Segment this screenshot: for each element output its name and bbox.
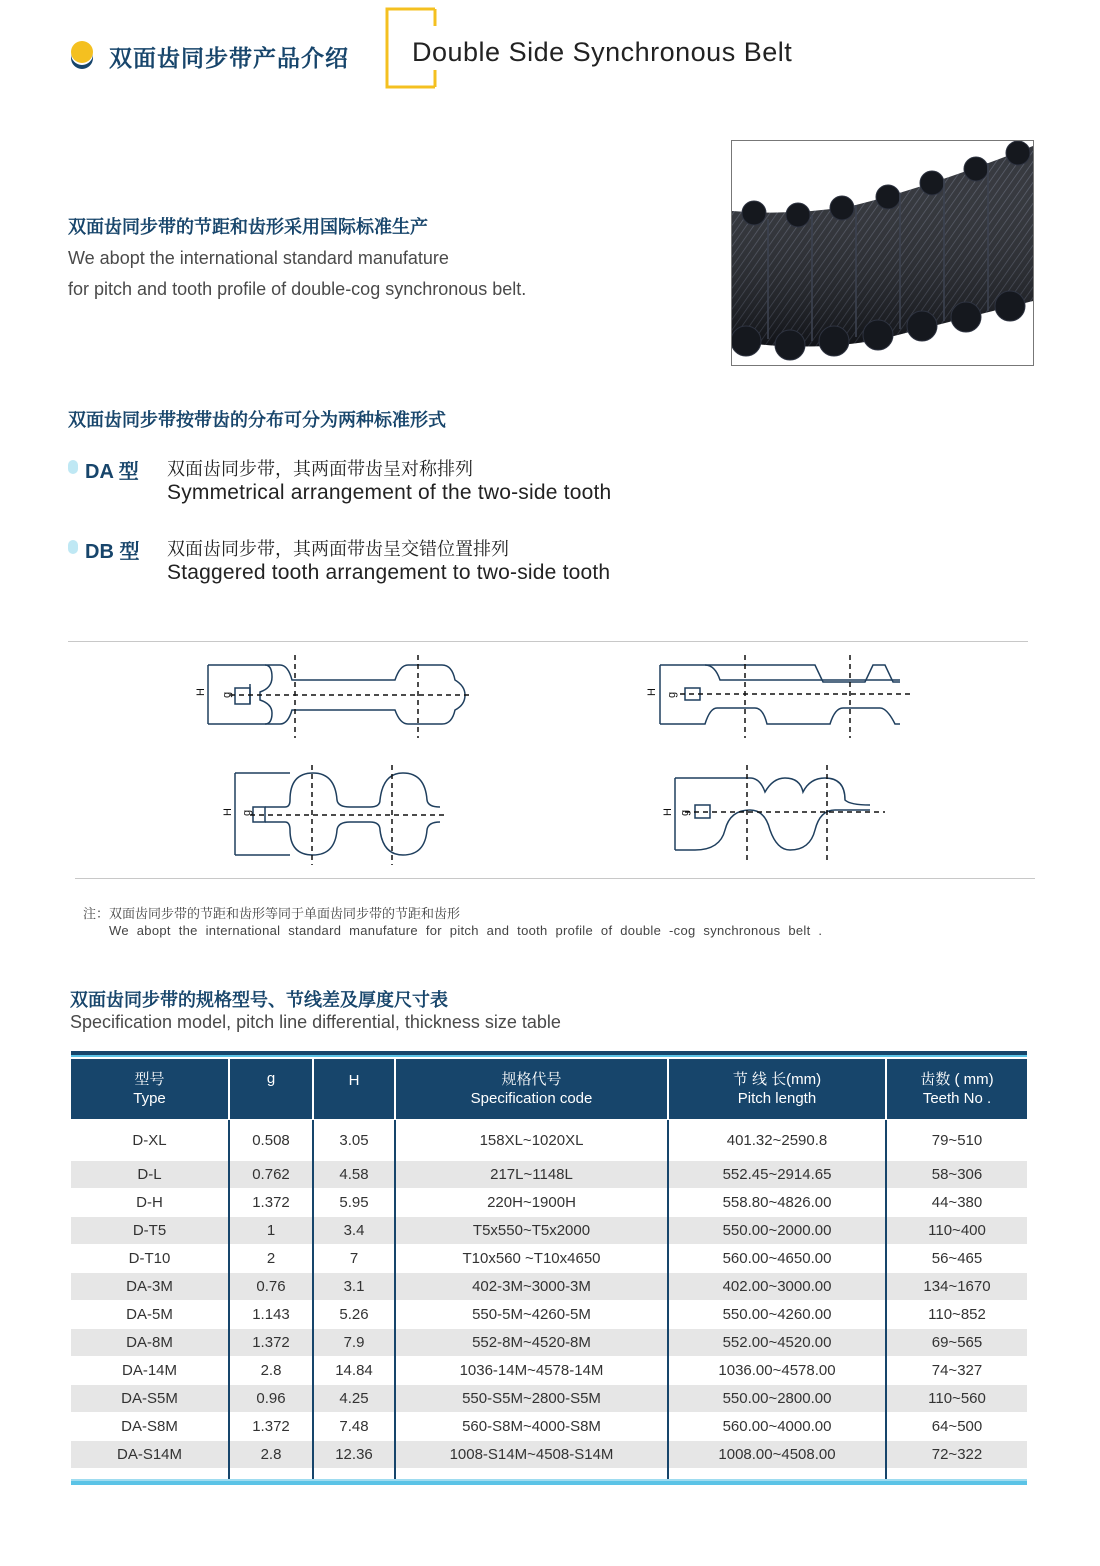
- table-row: [71, 1301, 1027, 1329]
- cell-pitch-length: 550.00~2800.00: [668, 1385, 886, 1413]
- bullet-dot-icon: [68, 460, 78, 474]
- cell-h: 14.84: [313, 1357, 395, 1385]
- cell-h: 4.58: [313, 1161, 395, 1189]
- cell-pitch-length: 402.00~3000.00: [668, 1273, 886, 1301]
- cell-teeth: 110~560: [886, 1385, 1027, 1413]
- table-row: [71, 1329, 1027, 1357]
- tooth-profile-diagrams: [180, 650, 940, 870]
- cell-type: D-T5: [71, 1217, 229, 1245]
- types-heading: 双面齿同步带按带齿的分布可分为两种标准形式: [68, 410, 446, 430]
- cell-type: DA-S5M: [71, 1385, 229, 1413]
- table-row: [71, 1441, 1027, 1469]
- cell-teeth: 134~1670: [886, 1273, 1027, 1301]
- cell-teeth: 69~565: [886, 1329, 1027, 1357]
- col-header-teeth: 齿数 ( mm) Teeth No .: [886, 1059, 1027, 1120]
- table-row: [71, 1413, 1027, 1441]
- spec-table-grid: [71, 1059, 1027, 1479]
- divider: [68, 641, 1028, 642]
- cell-spec-code: 402-3M~3000-3M: [395, 1273, 668, 1301]
- cell-g: 1.372: [229, 1413, 313, 1441]
- cell-pitch-length: 550.00~2000.00: [668, 1217, 886, 1245]
- col-header-h: H: [313, 1059, 395, 1120]
- cell-type: DA-14M: [71, 1357, 229, 1385]
- table-row: [71, 1245, 1027, 1273]
- cell-type: DA-8M: [71, 1329, 229, 1357]
- cell-h: 5.26: [313, 1301, 395, 1329]
- table-row: [71, 1189, 1027, 1217]
- bullet-dot-icon: [68, 540, 78, 554]
- diagram-label-h: H: [195, 688, 207, 696]
- cell-teeth: 72~322: [886, 1441, 1027, 1469]
- diagram-label-g: g: [679, 809, 691, 816]
- cell-g: 1.372: [229, 1189, 313, 1217]
- spacer-cell: [313, 1469, 395, 1480]
- cell-pitch-length: 552.45~2914.65: [668, 1161, 886, 1189]
- cell-h: 7.48: [313, 1413, 395, 1441]
- cell-type: DA-3M: [71, 1273, 229, 1301]
- table-row: [71, 1217, 1027, 1245]
- cell-spec-code: 217L~1148L: [395, 1161, 668, 1189]
- cell-h: 7: [313, 1245, 395, 1273]
- cell-spec-code: 1008-S14M~4508-S14M: [395, 1441, 668, 1469]
- cell-teeth: 56~465: [886, 1245, 1027, 1273]
- note-en: We abopt the international standard manufature for pitch and tooth profile of double -cog synchronous belt .: [109, 923, 823, 938]
- spec-heading-en: Specification model, pitch line differential, thickness size table: [70, 1012, 561, 1032]
- spacer-cell: [668, 1469, 886, 1480]
- cell-spec-code: 560-S8M~4000-S8M: [395, 1413, 668, 1441]
- cell-pitch-length: 401.32~2590.8: [668, 1120, 886, 1161]
- table-bottom-rule: [71, 1479, 1027, 1485]
- type-tag: DB 型: [85, 541, 140, 563]
- cell-h: 5.95: [313, 1189, 395, 1217]
- cell-spec-code: 552-8M~4520-8M: [395, 1329, 668, 1357]
- table-end-spacer: [71, 1469, 1027, 1480]
- bullet-icon: [70, 40, 94, 70]
- cell-type: DA-S14M: [71, 1441, 229, 1469]
- cell-spec-code: T10x560 ~T10x4650: [395, 1245, 668, 1273]
- spacer-cell: [229, 1469, 313, 1480]
- spacer-cell: [71, 1469, 229, 1480]
- diagram-label-h: H: [662, 808, 674, 816]
- cell-h: 4.25: [313, 1385, 395, 1413]
- diagram-label-h: H: [222, 808, 234, 816]
- intro-heading: 双面齿同步带的节距和齿形采用国际标准生产: [68, 217, 428, 237]
- col-header-type: 型号 Type: [71, 1059, 229, 1120]
- cell-pitch-length: 560.00~4650.00: [668, 1245, 886, 1273]
- cell-g: 2.8: [229, 1441, 313, 1469]
- cell-g: 0.762: [229, 1161, 313, 1189]
- belt-photo: [731, 140, 1034, 366]
- cell-pitch-length: 558.80~4826.00: [668, 1189, 886, 1217]
- cell-g: 1.372: [229, 1329, 313, 1357]
- table-row: [71, 1273, 1027, 1301]
- cell-teeth: 64~500: [886, 1413, 1027, 1441]
- cell-spec-code: 220H~1900H: [395, 1189, 668, 1217]
- page-title-cn: 双面齿同步带产品介绍: [109, 45, 349, 71]
- diagram-label-g: g: [666, 691, 678, 698]
- spacer-cell: [395, 1469, 668, 1480]
- cell-spec-code: 1036-14M~4578-14M: [395, 1357, 668, 1385]
- cell-g: 2.8: [229, 1357, 313, 1385]
- intro-line-2: for pitch and tooth profile of double-cog synchronous belt.: [68, 279, 527, 299]
- cell-type: DA-S8M: [71, 1413, 229, 1441]
- cell-h: 3.4: [313, 1217, 395, 1245]
- cell-g: 0.76: [229, 1273, 313, 1301]
- cell-type: D-H: [71, 1189, 229, 1217]
- cell-pitch-length: 560.00~4000.00: [668, 1413, 886, 1441]
- table-row: [71, 1120, 1027, 1161]
- cell-teeth: 74~327: [886, 1357, 1027, 1385]
- intro-text: [68, 243, 668, 305]
- type-tag: DA 型: [85, 461, 139, 483]
- cell-type: D-T10: [71, 1245, 229, 1273]
- cell-teeth: 110~400: [886, 1217, 1027, 1245]
- cell-h: 12.36: [313, 1441, 395, 1469]
- cell-teeth: 79~510: [886, 1120, 1027, 1161]
- spacer-cell: [886, 1469, 1027, 1480]
- cell-spec-code: 550-S5M~2800-S5M: [395, 1385, 668, 1413]
- cell-teeth: 110~852: [886, 1301, 1027, 1329]
- divider: [75, 878, 1035, 879]
- table-row: [71, 1385, 1027, 1413]
- diagram-label-h: H: [646, 688, 658, 696]
- cell-spec-code: T5x550~T5x2000: [395, 1217, 668, 1245]
- col-header-spec-code: 规格代号 Specification code: [395, 1059, 668, 1120]
- spec-table: [71, 1051, 1027, 1485]
- cell-pitch-length: 552.00~4520.00: [668, 1329, 886, 1357]
- diagram-label-g: g: [241, 809, 253, 816]
- cell-teeth: 44~380: [886, 1189, 1027, 1217]
- cell-g: 0.508: [229, 1120, 313, 1161]
- cell-h: 3.1: [313, 1273, 395, 1301]
- cell-spec-code: 550-5M~4260-5M: [395, 1301, 668, 1329]
- cell-g: 1: [229, 1217, 313, 1245]
- diagram-label-g: g: [221, 691, 233, 698]
- cell-h: 3.05: [313, 1120, 395, 1161]
- type-desc-cn: 双面齿同步带，其两面带齿呈交错位置排列: [167, 539, 509, 559]
- page-title-en: Double Side Synchronous Belt: [412, 37, 793, 67]
- cell-type: DA-5M: [71, 1301, 229, 1329]
- cell-pitch-length: 1036.00~4578.00: [668, 1357, 886, 1385]
- cell-pitch-length: 1008.00~4508.00: [668, 1441, 886, 1469]
- spec-heading-cn: 双面齿同步带的规格型号、节线差及厚度尺寸表: [70, 990, 448, 1010]
- table-row: [71, 1161, 1027, 1189]
- type-desc-en: Staggered tooth arrangement to two-side tooth: [167, 561, 611, 584]
- cell-pitch-length: 550.00~4260.00: [668, 1301, 886, 1329]
- note-cn: 注：双面齿同步带的节距和齿形等同于单面齿同步带的节距和齿形: [83, 906, 461, 921]
- diagram-da-trapezoid: [208, 665, 465, 724]
- table-top-rule: [71, 1051, 1027, 1057]
- type-desc-cn: 双面齿同步带，其两面带齿呈对称排列: [167, 459, 473, 479]
- cell-h: 7.9: [313, 1329, 395, 1357]
- type-desc-en: Symmetrical arrangement of the two-side tooth: [167, 481, 612, 504]
- cell-type: D-L: [71, 1161, 229, 1189]
- table-header-row: [71, 1059, 1027, 1120]
- cell-type: D-XL: [71, 1120, 229, 1161]
- intro-line-1: We abopt the international standard manufature: [68, 248, 449, 268]
- col-header-pitch-length: 节 线 长(mm) Pitch length: [668, 1059, 886, 1120]
- cell-spec-code: 158XL~1020XL: [395, 1120, 668, 1161]
- cell-teeth: 58~306: [886, 1161, 1027, 1189]
- table-row: [71, 1357, 1027, 1385]
- cell-g: 1.143: [229, 1301, 313, 1329]
- cell-g: 2: [229, 1245, 313, 1273]
- cell-g: 0.96: [229, 1385, 313, 1413]
- col-header-g: g: [229, 1059, 313, 1120]
